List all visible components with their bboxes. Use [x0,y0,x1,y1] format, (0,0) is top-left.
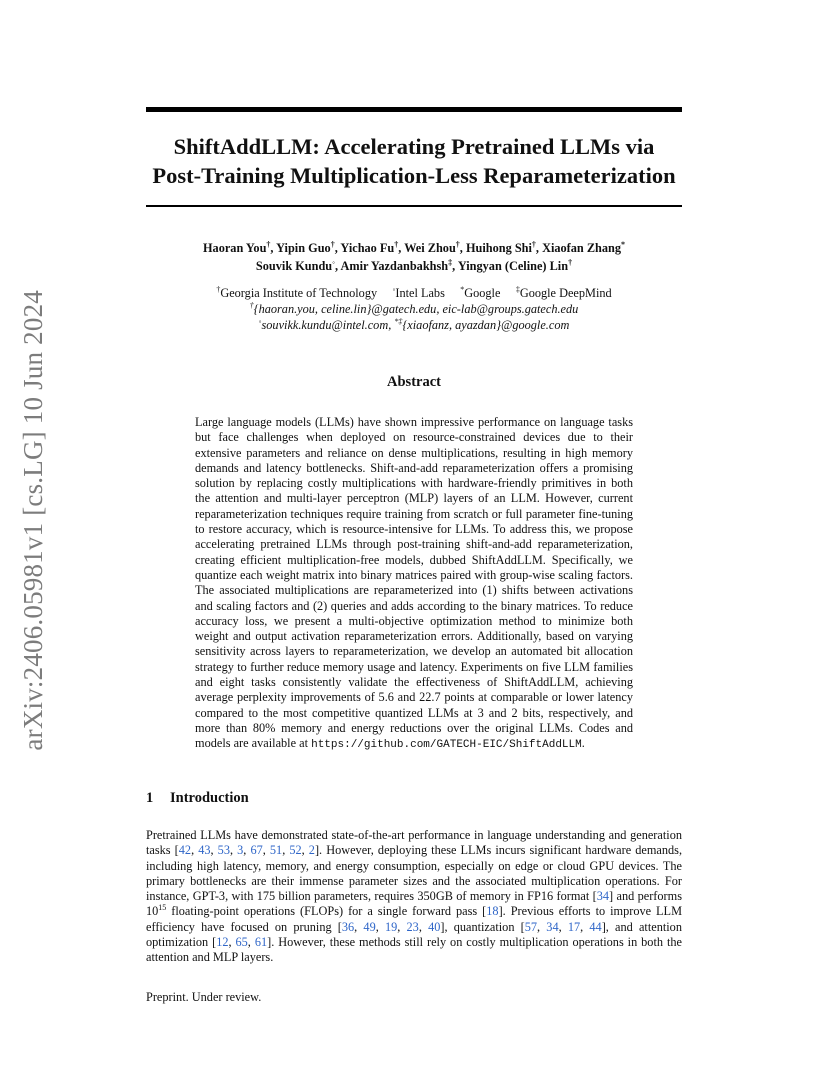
section-title: Introduction [170,790,249,806]
title-line-1: ShiftAddLLM: Accelerating Pretrained LLMs via [173,134,655,159]
section-number: 1 [146,790,154,806]
citation-link[interactable]: 44 [589,919,602,934]
email: souvikk.kundu@intel.com, [261,318,395,332]
citation-link[interactable]: 3 [237,843,244,858]
citation-link[interactable]: 36 [341,919,355,934]
email-line-2: ◦souvikk.kundu@intel.com, *‡{xiaofanz, ayazdan}@google.com [258,317,570,332]
citation-link[interactable]: 57 [524,919,538,934]
author-line-2: Souvik Kundu◦, Amir Yazdanbakhsh‡, Yingyan (Celine) Lin† [255,258,573,273]
citation-link[interactable]: 52 [289,843,302,858]
citation-link[interactable]: 2 [308,843,315,858]
citation-link[interactable]: 34 [546,919,559,934]
institution: Georgia Institute of Technology [220,286,378,300]
email: {haoran.you, celine.lin}@gatech.edu, eic-lab@groups.gatech.edu [253,302,579,316]
title-rule-bottom [146,205,682,207]
citation-link[interactable]: 34 [596,889,610,904]
citation-link[interactable]: 42 [178,843,192,858]
citation-link[interactable]: 61 [254,935,268,950]
exponent: 15 [158,903,167,913]
footer-note: Preprint. Under review. [146,990,262,1004]
email: {xiaofanz, ayazdan}@google.com [402,318,570,332]
citation-link[interactable]: 19 [384,919,398,934]
author: Yipin Guo [276,241,331,255]
code-url[interactable]: https://github.com/GATECH-EIC/ShiftAddLLM [311,739,582,752]
email-line-1: †{haoran.you, celine.lin}@gatech.edu, eic-lab@groups.gatech.edu [249,301,579,316]
author: Souvik Kundu [255,259,333,273]
citation-link[interactable]: 51 [269,843,283,858]
citation-link[interactable]: 40 [428,919,441,934]
author: Amir Yazdanbakhsh [340,259,449,273]
citation-link[interactable]: 12 [216,935,229,950]
citation-link[interactable]: 43 [198,843,211,858]
arxiv-stamp: arXiv:2406.05981v1 [cs.LG] 10 Jun 2024 [18,290,48,751]
citation-link[interactable]: 17 [567,919,581,934]
citation-link[interactable]: 49 [363,919,376,934]
abstract-heading: Abstract [387,374,441,390]
institution-line: †Georgia Institute of Technology ◦Intel Labs *Google ‡Google DeepMind [216,285,612,300]
affiliations [146,285,682,333]
intro-paragraph: Pretrained LLMs have demonstrated state-of-the-art performance in language understanding and generation tasks [42, 43, 53, 3, 67, 51, 52, 2]. However, deploying these LLMs incurs significant hardware demands, including high latency, memory, and energy consumption, especially on edge or cloud GPU devices. The primary bottlenecks are their immense parameter sizes and the associated multiplication operations. For instance, GPT-3, with 175 billion parameters, requires 350GB of memory in FP16 format [34] and performs $10^{15}$ floating-point operations (FLOPs) for a single forward pass [18]. Previous efforts to improve LLM efficiency have focused on pruning [36, 49, 19, 23, 40], quantization [57, 34, 17, 44], and attention optimization [12, 65, 61]. However, these methods still rely on costly multiplication operations in both the attention and MLP layers. [146,828,683,965]
author: Haoran You [202,241,267,255]
citation-link[interactable]: 23 [406,919,419,934]
title-rule-top [146,107,682,112]
citation-link[interactable]: 67 [250,843,263,858]
author-list [146,239,682,275]
paper-title [146,132,682,190]
institution: Google [464,286,501,300]
institution: Intel Labs [395,286,445,300]
citation-link[interactable]: 18 [486,904,499,919]
citation-link[interactable]: 65 [235,935,248,950]
author: Wei Zhou [404,241,456,255]
author: Huihong Shi [465,241,532,255]
section-heading [146,790,249,807]
institution: Google DeepMind [519,286,612,300]
author: Xiaofan Zhang [542,241,622,255]
author: Yingyan (Celine) Lin [457,259,569,273]
author-line-1: Haoran You†, Yipin Guo†, Yichao Fu†, Wei Zhou†, Huihong Shi†, Xiaofan Zhang* [202,240,626,255]
abstract-body: Large language models (LLMs) have shown impressive performance on language tasks but face challenges when deployed on resource-constrained devices due to their extensive parameters and reliance on dense multiplications, resulting in high memory demands and latency bottlenecks. Shift-and-add reparameterization offers a promising solution by replacing costly multiplications with hardware-friendly primitives in both the attention and multi-layer perceptron (MLP) layers of an LLM. However, current reparameterization techniques require training from scratch or full parameter fine-tuning to restore accuracy, which is resource-intensive for LLMs. To address this, we propose accelerating pretrained LLMs through post-training shift-and-add reparameterization, creating efficient multiplication-free models, dubbed ShiftAddLLM. Specifically, we quantize each weight matrix into binary matrices paired with group-wise scaling factors. The associated multiplications are reparameterized into (1) shifts between activations and scaling factors and (2) queries and adds according to the binary matrices. To reduce accuracy loss, we present a multi-objective optimization method to minimize both weight and output activation reparameterization errors. Additionally, based on varying sensitivity across layers to reparameterization, we develop an automated bit allocation strategy to further reduce memory usage and latency. Experiments on five LLM families and eight tasks consistently validate the effectiveness of ShiftAddLLM, achieving average perplexity improvements of 5.6 and 22.7 points at comparable or lower latency compared to the most competitive quantized LLMs at 3 and 2 bits, respectively, and more than 80% memory and energy reductions over the original LLMs. Codes and models are available at https://github.com/GATECH-EIC/ShiftAddLLM. [195,415,633,752]
author: Yichao Fu [340,241,395,255]
citation-link[interactable]: 53 [217,843,230,858]
title-line-2: Post-Training Multiplication-Less Reparameterization [152,163,676,188]
